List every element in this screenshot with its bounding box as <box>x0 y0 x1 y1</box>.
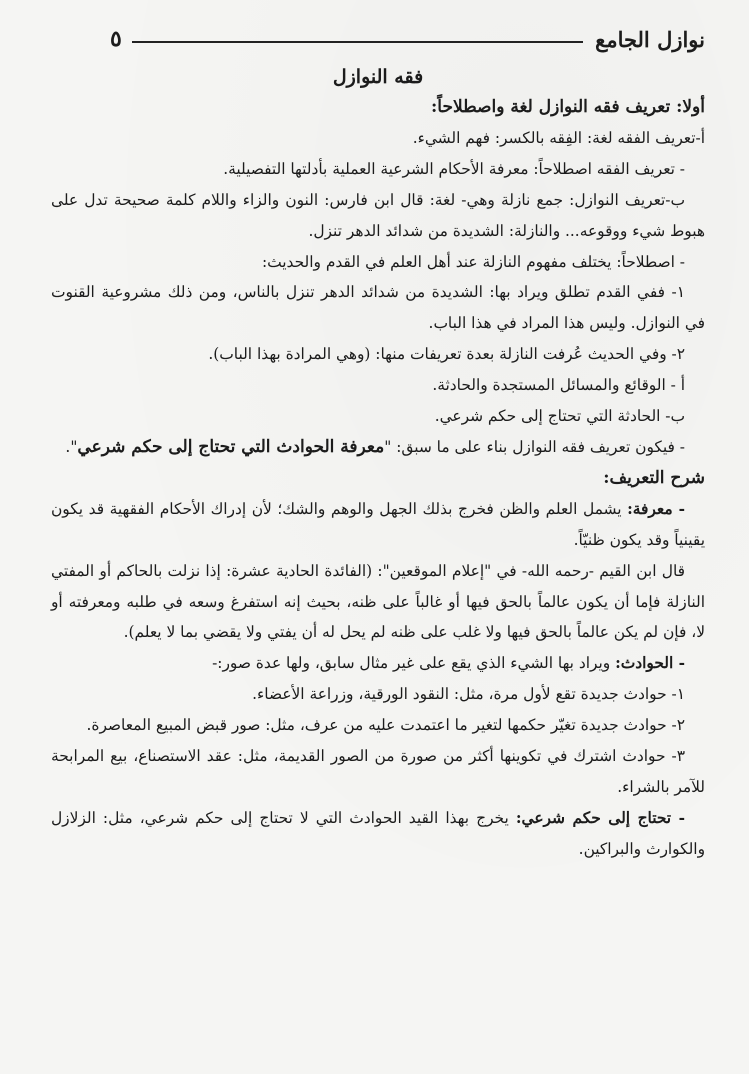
paragraph-old-meaning: ١- ففي القدم تطلق ويراد بها: الشديدة من شدائد الدهر تنزل بالناس، ومن ذلك مشروعية القنوت في النوازل. وليس هذا المراد في هذا الباب. <box>51 283 705 333</box>
definition-suffix: ". <box>65 437 78 456</box>
paragraph-modern-meaning: ٢- وفي الحديث عُرفت النازلة بعدة تعريفات منها: (وهي المرادة بهذا الباب). <box>208 345 685 364</box>
paragraph-modern-def-b: ب- الحادثة التي تحتاج إلى حكم شرعي. <box>434 407 685 426</box>
page-body <box>51 62 705 865</box>
paragraph-ibn-qayyim-quote: قال ابن القيم -رحمه الله- في "إعلام الموقعين": (الفائدة الحادية عشرة: إذا نزلت بالحاكم أو المفتي النازلة فإما أن يكون عالماً بالحق فيها أو غالباً على ظنه، بحيث إنه استفرغ وسعه في طلبه ومعرفته أو لا، فإن لم يكن عالماً بالحق فيها ولا غلب على ظنه لم يحل له أن يفتي ولا يقضي بما لا يعلم). <box>51 561 705 642</box>
term-shari-ruling: - تحتاج إلى حكم شرعي: <box>515 808 686 827</box>
running-title: نوازل الجامع <box>595 27 705 52</box>
paragraph-nawazil-technical: - اصطلاحاً: يختلف مفهوم النازلة عند أهل العلم في القدم والحديث: <box>261 252 685 271</box>
text-hawadith: ويراد بها الشيء الذي يقع على غير مثال سابق، ولها عدة صور:- <box>212 654 616 673</box>
paragraph-modern-def-a: أ - الوقائع والمسائل المستجدة والحادثة. <box>432 376 685 395</box>
definition-prefix: - فيكون تعريف فقه النوازل بناء على ما سبق: " <box>384 437 685 456</box>
term-marifa: - معرفة: <box>627 499 686 518</box>
header-rule <box>132 41 583 43</box>
chapter-title: فقه النوازل <box>332 66 424 88</box>
paragraph-fiqh-technical: - تعريف الفقه اصطلاحاً: معرفة الأحكام الشرعية العملية بأدلتها التفصيلية. <box>223 159 685 178</box>
paragraph-type-2: ٢- حوادث جديدة تغيّر حكمها لتغير ما اعتمدت عليه من عرف، مثل: صور قبض المبيع المعاصرة. <box>86 716 685 735</box>
paragraph-final-definition <box>51 432 705 463</box>
paragraph-shari-ruling <box>51 803 705 865</box>
paragraph-nawazil-linguistic: ب-تعريف النوازل: جمع نازلة وهي- لغة: قال ابن فارس: النون والزاء واللام كلمة صحيحة تدل على هبوط شيء ووقوعه... والنازلة: الشديدة من شدائد الدهر تنزل. <box>51 190 705 240</box>
section-heading-definition: أولا: تعريف فقه النوازل لغة واصطلاحاً: <box>431 97 705 117</box>
paragraph-type-3: ٣- حوادث اشترك في تكوينها أكثر من صورة من الصور القديمة، مثل: عقد الاستصناع، بيع المرابحة للآمر بالشراء. <box>51 747 705 796</box>
page-number: ٥ <box>110 26 122 52</box>
text-shari-ruling: يخرج بهذا القيد الحوادث التي لا تحتاج إلى حكم شرعي، مثل: الزلازل والكوارث والبراكين. <box>51 808 705 858</box>
paragraph-hawadith <box>51 648 705 679</box>
term-hawadith: - الحوادث: <box>615 654 685 673</box>
paragraph-fiqh-linguistic: أ-تعريف الفقه لغة: الفِقه بالكسر: فهم الشيء. <box>412 128 705 147</box>
text-marifa: يشمل العلم والظن فخرج بذلك الجهل والوهم والشك؛ لأن إدراك الأحكام الفقهية قد يكون يقينياً وقد يكون ظنيّاً. <box>51 499 705 549</box>
section-heading-explanation: شرح التعريف: <box>603 467 705 488</box>
definition-bold: معرفة الحوادث التي تحتاج إلى حكم شرعي <box>77 436 385 457</box>
paragraph-type-1: ١- حوادث جديدة تقع لأول مرة، مثل: النقود الورقية، وزراعة الأعضاء. <box>252 685 685 704</box>
page-header <box>110 18 705 52</box>
paragraph-marifa <box>51 494 705 556</box>
